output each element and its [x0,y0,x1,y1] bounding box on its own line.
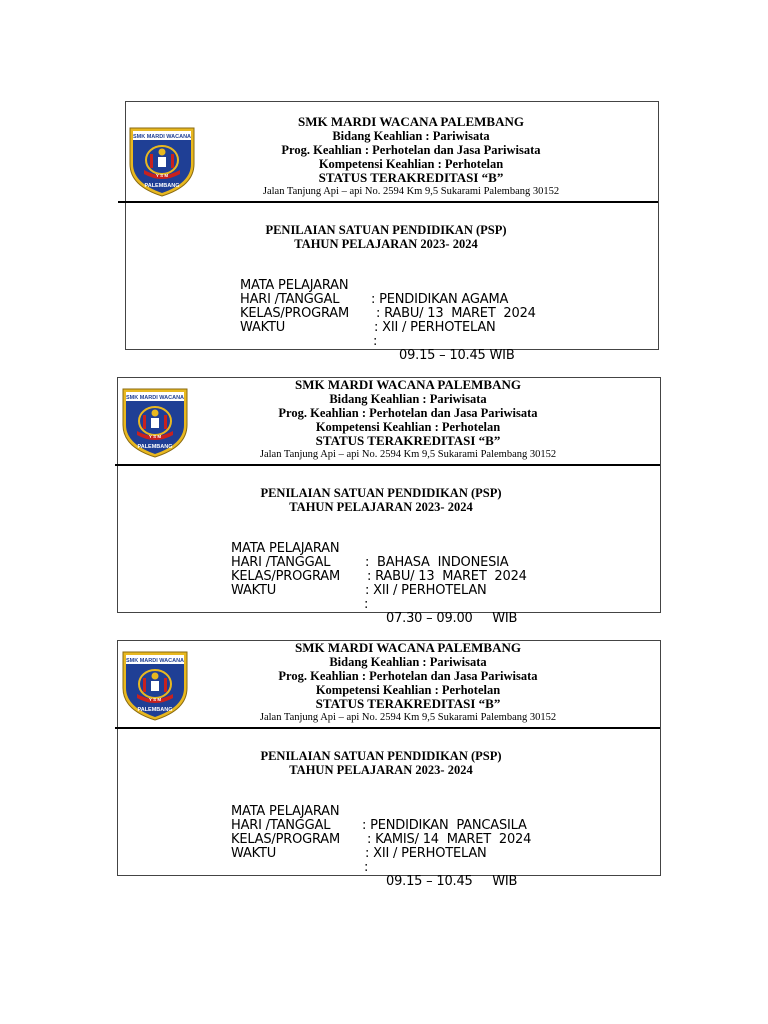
day-value: : KAMIS/ 14 MARET 2024 [367,832,532,847]
class-label: KELAS/PROGRAM [231,569,340,584]
class-label: KELAS/PROGRAM [240,306,349,321]
school-name: SMK MARDI WACANA PALEMBANG [295,377,521,392]
svg-text:SMK MARDI WACANA: SMK MARDI WACANA [125,658,185,664]
subject-value: : PENDIDIKAN PANCASILA [362,818,527,833]
accreditation-status: STATUS TERAKREDITASI “B” [315,696,501,711]
exam-card-3 [117,640,661,889]
exam-title: PENILAIAN SATUAN PENDIDIKAN (PSP) [260,749,502,763]
header-divider [115,727,660,729]
day-label: HARI /TANGGAL [231,818,331,833]
day-value: : RABU/ 13 MARET 2024 [376,306,536,321]
svg-text:PALEMBANG: PALEMBANG [144,183,180,189]
program-line: Prog. Keahlian : Perhotelan dan Jasa Pariwisata [278,669,538,683]
school-name: SMK MARDI WACANA PALEMBANG [295,640,521,655]
time-label: WAKTU [231,846,277,861]
subject-label: MATA PELAJARAN [231,804,340,819]
program-line: Prog. Keahlian : Perhotelan dan Jasa Pariwisata [278,406,538,420]
exam-card-1 [125,101,659,363]
accreditation-status: STATUS TERAKREDITASI “B” [315,433,501,448]
accreditation-status: STATUS TERAKREDITASI “B” [318,170,504,185]
school-name: SMK MARDI WACANA PALEMBANG [298,114,524,129]
competency-line: Kompetensi Keahlian : Perhotelan [315,420,501,434]
svg-text:SMK MARDI WACANA: SMK MARDI WACANA [125,395,185,401]
competency-line: Kompetensi Keahlian : Perhotelan [315,683,501,697]
exam-title: PENILAIAN SATUAN PENDIDIKAN (PSP) [265,223,507,237]
time-value: 09.15 – 10.45 WIB [386,874,518,889]
day-label: HARI /TANGGAL [231,555,331,570]
field-line: Bidang Keahlian : Pariwisata [329,655,487,669]
subject-value: : BAHASA INDONESIA [365,555,509,570]
field-line: Bidang Keahlian : Pariwisata [332,129,490,143]
exam-year: TAHUN PELAJARAN 2023- 2024 [289,500,473,514]
time-label: WAKTU [240,320,286,335]
school-header [186,115,636,199]
svg-text:Y S M: Y S M [155,173,169,178]
subject-label: MATA PELAJARAN [231,541,340,556]
svg-text:SMK MARDI WACANA: SMK MARDI WACANA [132,134,192,140]
exam-title-block [211,486,551,514]
time-value: 09.15 – 10.45 WIB [399,348,515,363]
exam-card-2 [117,377,661,626]
svg-text:Y S M: Y S M [148,434,162,439]
exam-year: TAHUN PELAJARAN 2023- 2024 [289,763,473,777]
exam-title-block [211,749,551,777]
time-value: 07.30 – 09.00 WIB [386,611,518,626]
exam-details [231,791,532,889]
class-value: : XII / PERHOTELAN [365,846,487,861]
program-line: Prog. Keahlian : Perhotelan dan Jasa Pariwisata [281,143,541,157]
school-header [178,378,638,462]
school-header [178,641,638,725]
exam-title: PENILAIAN SATUAN PENDIDIKAN (PSP) [260,486,502,500]
class-value: : XII / PERHOTELAN [374,320,496,335]
school-address: Jalan Tanjung Api – api No. 2594 Km 9,5 Sukarami Palembang 30152 [259,449,557,460]
school-address: Jalan Tanjung Api – api No. 2594 Km 9,5 Sukarami Palembang 30152 [259,712,557,723]
exam-title-block [216,223,556,251]
field-line: Bidang Keahlian : Pariwisata [329,392,487,406]
day-label: HARI /TANGGAL [240,292,340,307]
subject-label: MATA PELAJARAN [240,278,349,293]
time-label: WAKTU [231,583,277,598]
svg-text:PALEMBANG: PALEMBANG [137,444,173,450]
svg-text:PALEMBANG: PALEMBANG [137,707,173,713]
time-separator: : [364,860,369,875]
day-value: : RABU/ 13 MARET 2024 [367,569,527,584]
class-value: : XII / PERHOTELAN [365,583,487,598]
subject-value: : PENDIDIKAN AGAMA [371,292,509,307]
exam-details [231,528,527,626]
competency-line: Kompetensi Keahlian : Perhotelan [318,157,504,171]
time-separator: : [373,334,378,349]
header-divider [118,201,658,203]
time-separator: : [364,597,369,612]
header-divider [115,464,660,466]
svg-text:Y S M: Y S M [148,697,162,702]
exam-year: TAHUN PELAJARAN 2023- 2024 [294,237,478,251]
class-label: KELAS/PROGRAM [231,832,340,847]
exam-details [240,265,536,363]
school-address: Jalan Tanjung Api – api No. 2594 Km 9,5 Sukarami Palembang 30152 [262,186,560,197]
